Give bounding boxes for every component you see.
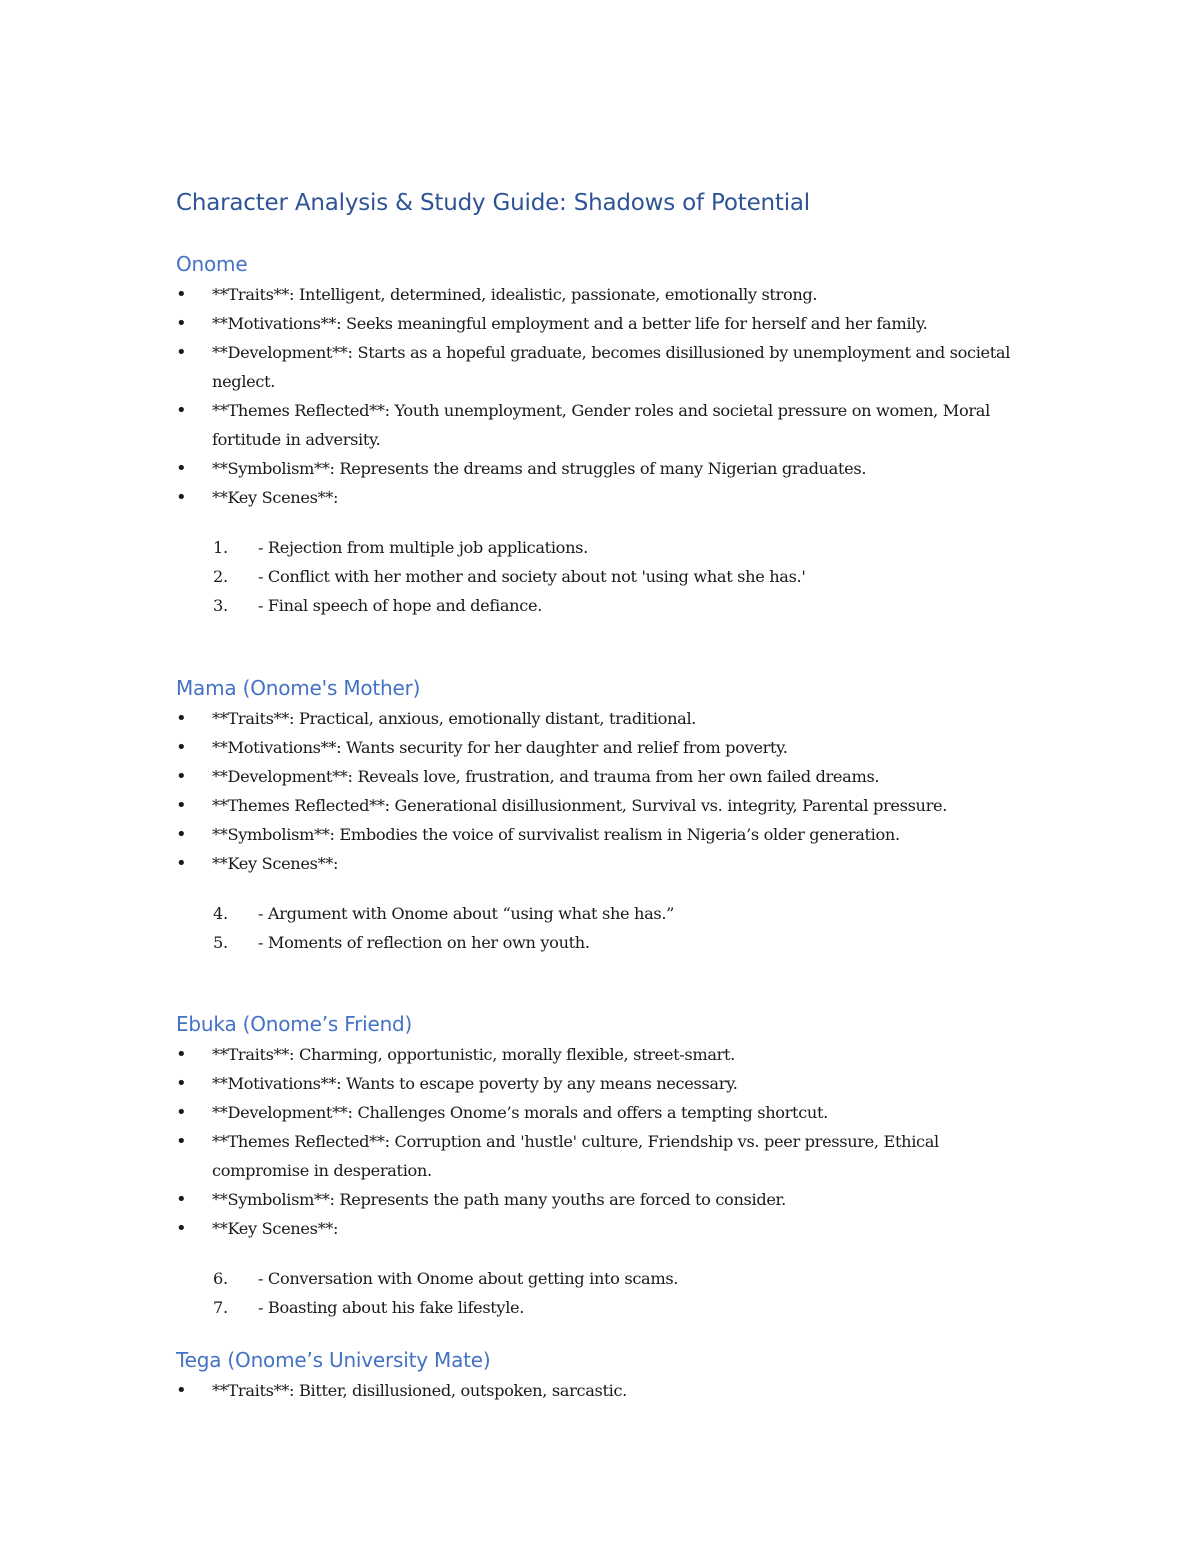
scene-item: [176, 1264, 1036, 1293]
section-mama: [176, 672, 1036, 957]
trait-list: [176, 1376, 1036, 1405]
scene-text: - Rejection from multiple job applications.: [258, 538, 588, 557]
scene-item: [176, 928, 1036, 957]
scene-text: - Conflict with her mother and society about not 'using what she has.': [258, 567, 806, 586]
bullet-symbolism: • **Symbolism**: Embodies the voice of survivalist realism in Nigeria’s older generation.: [176, 820, 1036, 849]
scene-list: [176, 533, 1036, 620]
bullet-themes: • **Themes Reflected**: Youth unemployment, Gender roles and societal pressure on women, Moral fortitude in adversity.: [176, 396, 1036, 454]
section-ebuka: [176, 1008, 1036, 1322]
bullet-key-scenes: • **Key Scenes**:: [176, 483, 1036, 512]
bullet-traits: • **Traits**: Charming, opportunistic, morally flexible, street-smart.: [176, 1040, 1036, 1069]
trait-list: [176, 704, 1036, 878]
section-heading: Onome: [176, 252, 248, 276]
document-title: Character Analysis & Study Guide: Shadows of Potential: [176, 190, 810, 216]
scene-item: [176, 533, 1036, 562]
scene-text: - Moments of reflection on her own youth.: [258, 933, 590, 952]
section-tega: [176, 1344, 1036, 1405]
scene-number: 3.: [213, 596, 228, 615]
bullet-motivations: • **Motivations**: Wants to escape poverty by any means necessary.: [176, 1069, 1036, 1098]
bullet-themes: • **Themes Reflected**: Corruption and 'hustle' culture, Friendship vs. peer pressure, Ethical compromise in desperation.: [176, 1127, 1036, 1185]
scene-text: - Boasting about his fake lifestyle.: [258, 1298, 525, 1317]
scene-item: [176, 562, 1036, 591]
bullet-key-scenes: • **Key Scenes**:: [176, 849, 1036, 878]
trait-list: [176, 280, 1036, 512]
scene-text: - Final speech of hope and defiance.: [258, 596, 542, 615]
bullet-traits: • **Traits**: Practical, anxious, emotionally distant, traditional.: [176, 704, 1036, 733]
bullet-traits: • **Traits**: Bitter, disillusioned, outspoken, sarcastic.: [176, 1376, 1036, 1405]
scene-text: - Argument with Onome about “using what she has.”: [258, 904, 675, 923]
scene-number: 4.: [213, 904, 228, 923]
section-heading: Ebuka (Onome’s Friend): [176, 1012, 413, 1036]
scene-list: [176, 899, 1036, 957]
bullet-development: • **Development**: Challenges Onome’s morals and offers a tempting shortcut.: [176, 1098, 1036, 1127]
section-heading: Tega (Onome’s University Mate): [176, 1348, 491, 1372]
scene-text: - Conversation with Onome about getting into scams.: [258, 1269, 679, 1288]
scene-number: 6.: [213, 1269, 228, 1288]
section-heading: Mama (Onome's Mother): [176, 676, 421, 700]
scene-number: 1.: [213, 538, 228, 557]
scene-number: 2.: [213, 567, 228, 586]
bullet-symbolism: • **Symbolism**: Represents the dreams and struggles of many Nigerian graduates.: [176, 454, 1036, 483]
bullet-symbolism: • **Symbolism**: Represents the path many youths are forced to consider.: [176, 1185, 1036, 1214]
scene-item: [176, 591, 1036, 620]
bullet-motivations: • **Motivations**: Seeks meaningful employment and a better life for herself and her family.: [176, 309, 1036, 338]
bullet-themes: • **Themes Reflected**: Generational disillusionment, Survival vs. integrity, Parental pressure.: [176, 791, 1036, 820]
section-onome: [176, 248, 1036, 620]
bullet-traits: • **Traits**: Intelligent, determined, idealistic, passionate, emotionally strong.: [176, 280, 1036, 309]
scene-item: [176, 899, 1036, 928]
bullet-development: • **Development**: Reveals love, frustration, and trauma from her own failed dreams.: [176, 762, 1036, 791]
trait-list: [176, 1040, 1036, 1243]
scene-number: 7.: [213, 1298, 228, 1317]
bullet-development: • **Development**: Starts as a hopeful graduate, becomes disillusioned by unemployment and societal neglect.: [176, 338, 1036, 396]
bullet-motivations: • **Motivations**: Wants security for her daughter and relief from poverty.: [176, 733, 1036, 762]
scene-number: 5.: [213, 933, 228, 952]
bullet-key-scenes: • **Key Scenes**:: [176, 1214, 1036, 1243]
scene-list: [176, 1264, 1036, 1322]
scene-item: [176, 1293, 1036, 1322]
